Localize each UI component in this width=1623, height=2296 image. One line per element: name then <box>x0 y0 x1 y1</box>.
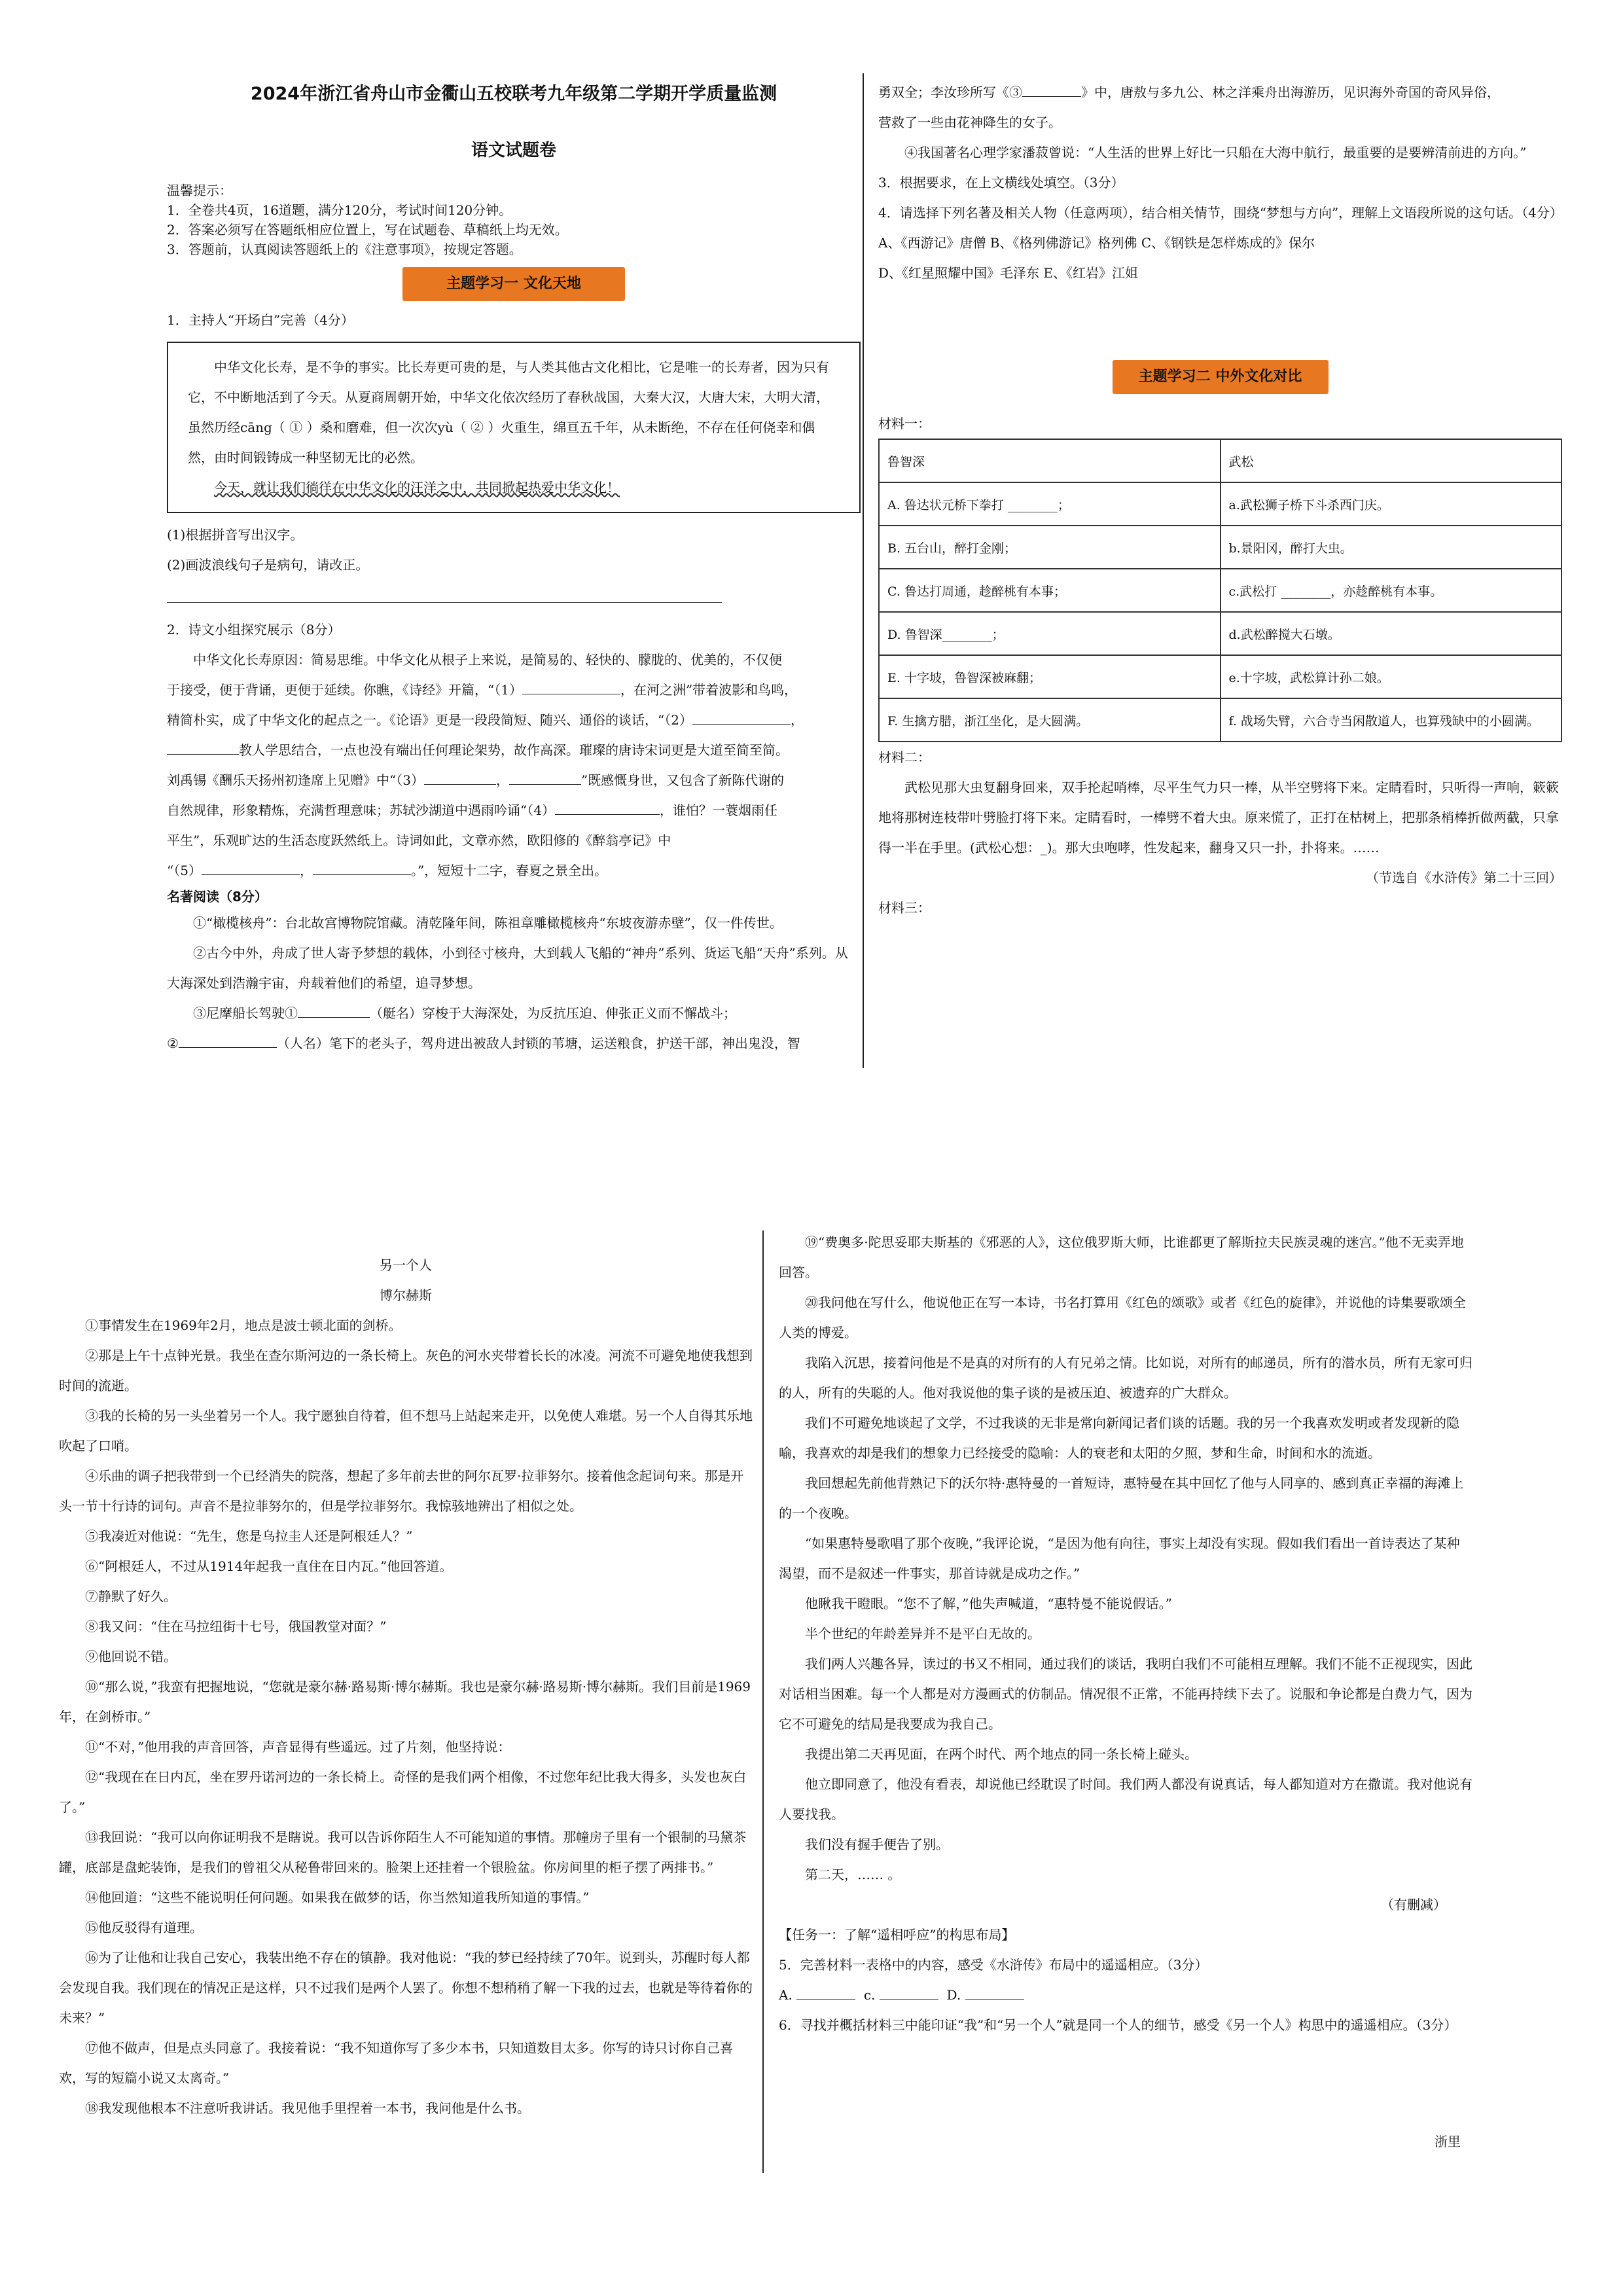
q2-line: 于接受，便于背诵，更便于延续。你瞧，《诗经》开篇，“（1） ，在河之洲”带着波影和鸟鸣， <box>167 682 798 698</box>
story-para: ⑯为了让他和让我自己安心，我装出绝不存在的镇静。我对他说：“我的梦已经持续了70年。说到头，苏醒时每人都会发现自我。我们现在的情况正是这样，只不过我们是两个人罢了。你想不想稍稍了解一下我的过去，也就是等待着你的未来？” <box>59 1950 753 2026</box>
blank-field[interactable] <box>1022 83 1081 97</box>
q1-box-text: 中华文化长寿，是不争的事实。比长寿更可贵的是，与人类其他古文化相比，它是唯一的长寿者，因为只有它，不中断地活到了今天。从夏商周朝开始，中华文化依次经历了春秋战国，大秦大汉，大唐大宋，大明大清，虽然历经cāng（ ① ）桑和磨难，但一次次yù（ ② ）火重生，绵亘五千年，从未断绝，不存在任何侥幸和偶然，由时间锻铸成一种坚韧无比的必然。 <box>188 359 829 465</box>
story-para: ⑫“我现在在日内瓦，坐在罗丹诺河边的一条长椅上。奇怪的是我们两个相像，不过您年纪比我大得多，头发也灰白了。” <box>59 1769 747 1815</box>
story-para: ⑭他回道：“这些不能说明任何问题。如果我在做梦的话，你当然知道我所知道的事情。” <box>85 1890 590 1905</box>
exam-title: 2024年浙江省舟山市金衢山五校联考九年级第二学期开学质量监测 <box>250 84 777 104</box>
blank-field[interactable] <box>298 1004 370 1018</box>
table-cell[interactable]: A. 鲁达状元桥下拳打 ________； <box>879 482 1221 526</box>
blank-field[interactable] <box>424 771 496 785</box>
q1-heading: 1．主持人“开场白”完善（4分） <box>167 312 354 328</box>
q2-passage <box>167 645 861 886</box>
q2-line: 自然规律，形象精炼，充满哲理意味；苏轼沙湖道中遇雨吟诵“（4） ，谁怕？一蓑烟雨任 <box>167 802 777 818</box>
story-para: ②那是上午十点钟光景。我坐在查尔斯河边的一条长椅上。灰色的河水夹带着长长的冰凌。河流不可避免地使我想到时间的流逝。 <box>59 1348 753 1393</box>
story-para: ①事情发生在1969年2月，地点是波士顿北面的剑桥。 <box>85 1318 402 1333</box>
blank-field[interactable] <box>692 711 791 725</box>
task-1-heading: 【任务一：了解“遥相呼应”的构思布局】 <box>779 1927 1015 1943</box>
q1-wavy-sentence: 今天，就让我们徜徉在中华文化的汪洋之中，共同掀起热爱中华文化！ <box>214 480 620 495</box>
story-para: ④乐曲的调子把我带到一个已经消失的院落，想起了多年前去世的阿尔瓦罗·拉菲努尔。接着他念起词句来。那是开头一节十行诗的词句。声音不是拉菲努尔的，但是学拉菲努尔。我惊骇地辨出了相似之处。 <box>59 1468 744 1514</box>
material-3-label: 材料三： <box>878 900 931 916</box>
q4-options-1: A、《西游记》唐僧 B、《格列佛游记》格列佛 C、《钢铁是怎样炼成的》保尔 <box>878 235 1315 251</box>
answer-line[interactable] <box>167 583 722 603</box>
story-para: ⑮他反驳得有道理。 <box>85 1920 203 1935</box>
table-row <box>879 655 1561 698</box>
blank-field[interactable] <box>202 861 300 875</box>
q5-text: 5．完善材料一表格中的内容，感受《水浒传》布局中的遥遥相应。（3分） <box>779 1957 1208 1973</box>
q2-line: 刘禹锡《酬乐天扬州初逢席上见赠》中“（3） ， ”既感慨身世，又包含了新陈代谢的 <box>167 772 785 788</box>
q1-intro-box <box>167 342 861 513</box>
mingzhu-para-3: ③尼摩船长驾驶① （艇名）穿梭于大海深处，为反抗压迫、伸张正义而不懈战斗； <box>193 1005 736 1021</box>
table-cell: F. 生擒方腊，浙江坐化，是大圆满。 <box>879 698 1221 742</box>
q2-line: 教人学思结合，一点也没有端出任何理论架势，故作高深。璀璨的唐诗宋词更是大道至简至简。 <box>167 735 861 765</box>
table-row <box>879 569 1561 612</box>
watermark-text: 浙里 <box>1435 2134 1461 2149</box>
blank-field[interactable] <box>313 861 411 875</box>
blank-field[interactable] <box>509 771 581 785</box>
page2-left-column <box>59 1250 753 2123</box>
q2-line: 中华文化长寿原因：简易思维。中华文化从根子上来说，是简易的、轻快的、朦胧的、优美的，不仅便 <box>193 652 782 668</box>
story-para: 他立即同意了，他没有看表，却说他已经耽误了时间。我们两人都没有说真话，每人都知道对方在撒谎。我对他说有人要找我。 <box>779 1776 1472 1822</box>
table-cell: B. 五台山，醉打金刚； <box>879 526 1221 569</box>
mingzhu-cont-2: 营救了一些由花神降生的女子。 <box>878 115 1061 130</box>
mingzhu-para-4: ② （人名）笔下的老头子，驾舟进出被敌人封锁的苇塘，运送粮食，护送干部，神出鬼没，智 <box>167 1035 800 1051</box>
table-cell: C. 鲁达打周通，趁醉桃有本事； <box>879 569 1221 612</box>
story-para: 我们没有握手便告了别。 <box>805 1837 949 1852</box>
story-para: 我提出第二天再见面，在两个时代、两个地点的同一条长椅上碰头。 <box>805 1746 1198 1762</box>
mingzhu-cont-3: ④我国著名心理学家潘菽曾说：“人生活的世界上好比一只船在大海中航行，最重要的是要辨清前进的方向。” <box>904 145 1527 160</box>
q3-text: 3．根据要求，在上文横线处填空。（3分） <box>878 175 1124 190</box>
mingzhu-para-2: ②古今中外，舟成了世人寄予梦想的载体，小到径寸核舟，大到载人飞船的“神舟”系列、货运飞船“天舟”系列。从大海深处到浩瀚宇宙，舟载着他们的希望，追寻梦想。 <box>167 945 848 991</box>
story-para: ⑲“费奥多·陀思妥耶夫斯基的《邪恶的人》，这位俄罗斯大师，比谁都更了解斯拉夫民族灵魂的迷宫。”他不无卖弄地回答。 <box>779 1234 1464 1280</box>
blank-field[interactable] <box>555 801 660 815</box>
table-cell: e.十字坡，武松算计孙二娘。 <box>1221 655 1562 698</box>
q6-text: 6．寻找并概括材料三中能印证“我”和“另一个人”就是同一个人的细节，感受《另一个人》构思中的遥遥相应。（3分） <box>779 2017 1457 2033</box>
table-cell[interactable]: D. 鲁智深________； <box>879 612 1221 655</box>
mingzhu-heading: 名著阅读（8分） <box>167 889 268 905</box>
story-para: “如果惠特曼歌唱了那个夜晚，”我评论说，“是因为他有向往，事实上却没有实现。假如我们看出一首诗表达了某种渴望，而不是叙述一件事实，那首诗就是成功之作。” <box>779 1535 1460 1581</box>
story-para: ⑦静默了好久。 <box>85 1588 177 1604</box>
page1-column-divider <box>863 73 864 1068</box>
story-para: ⑩“那么说，”我蛮有把握地说，“您就是豪尔赫·路易斯·博尔赫斯。我也是豪尔赫·路易斯·博尔赫斯。我们目前是1969年，在剑桥市。” <box>59 1679 751 1725</box>
table-row <box>879 612 1561 655</box>
q4-options-2: D、《红星照耀中国》毛泽东 E、《红岩》江姐 <box>878 265 1138 281</box>
tip-3: 3．答题前，认真阅读答题纸上的《注意事项》，按规定答题。 <box>167 242 522 257</box>
theme-banner-2: 主题学习二 中外文化对比 <box>1113 360 1329 394</box>
blank-field[interactable] <box>965 1986 1024 2000</box>
table-header-row <box>879 439 1561 482</box>
comparison-table <box>878 439 1562 742</box>
story-para: ⑪“不对，”他用我的声音回答，声音显得有些遥远。过了片刻，他坚持说： <box>85 1739 511 1755</box>
table-row <box>879 482 1561 526</box>
tip-2: 2．答案必须写在答题纸相应位置上，写在试题卷、草稿纸上均无效。 <box>167 222 568 238</box>
story-para: ⑰他不做声，但是点头同意了。我接着说：“我不知道你写了多少本书，只知道数目太多。你写的诗只讨你自己喜欢，写的短篇小说又太离奇。” <box>59 2040 734 2086</box>
story-para: ⑧我又问：“住在马拉纽街十七号，俄国教堂对面？” <box>85 1619 387 1634</box>
story-para: ⑨他回说不错。 <box>85 1649 177 1664</box>
material-1-label: 材料一： <box>878 416 931 431</box>
story-para: ⑳我问他在写什么，他说他正在写一本诗，书名打算用《红色的颂歌》或者《红色的旋律》，并说他的诗集要歌颂全人类的博爱。 <box>779 1295 1466 1340</box>
story-para: 第二天，…… 。 <box>805 1867 901 1882</box>
mingzhu-cont-1: 勇双全；李汝珍所写《③ 》中，唐敖与多九公、林之洋乘舟出海游历，见识海外奇国的奇风异俗， <box>878 84 1500 100</box>
story-para: 我们不可避免地谈起了文学，不过我谈的无非是常向新闻记者们谈的话题。我的另一个我喜欢发明或者发现新的隐喻，我喜欢的却是我们的想象力已经接受的隐喻：人的衰老和太阳的夕照，梦和生命，时间和水的流逝。 <box>779 1415 1459 1461</box>
story-para: ⑤我凑近对他说：“先生，您是乌拉圭人还是阿根廷人？” <box>85 1528 413 1544</box>
material-2-source: （节选自《水浒传》第二十三回） <box>1366 870 1562 886</box>
q2-line: “（5） ， 。”，短短十二字，春夏之景全出。 <box>167 863 608 878</box>
theme-banner-1: 主题学习一 文化天地 <box>402 267 625 301</box>
story-para: ③我的长椅的另一头坐着另一个人。我宁愿独自待着，但不想马上站起来走开，以免使人难堪。另一个人自得其乐地吹起了口哨。 <box>59 1408 753 1454</box>
table-cell: E. 十字坡，鲁智深被麻翻； <box>879 655 1221 698</box>
tips-head: 温馨提示： <box>167 183 232 198</box>
story-para: 半个世纪的年龄差异并不是平白无故的。 <box>805 1626 1041 1641</box>
table-row <box>879 698 1561 742</box>
story-para: ⑥“阿根廷人，不过从1914年起我一直住在日内瓦。”他回答道。 <box>85 1558 453 1574</box>
story-para: 他瞅我干瞪眼。“您不了解，”他失声喊道，“惠特曼不能说假话。” <box>805 1596 1172 1611</box>
table-row <box>879 526 1561 569</box>
q2-line: 精简朴实，成了中华文化的起点之一。《论语》更是一段段简短、随兴、通俗的谈话，“（2） ， <box>167 712 804 728</box>
story-para: 我陷入沉思，接着问他是不是真的对所有的人有兄弟之情。比如说，对所有的邮递员，所有的潜水员，所有无家可归的人，所有的失聪的人。他对我说他的集子谈的是被压迫、被遗弃的广大群众。 <box>779 1355 1472 1401</box>
story-para: ⑬我回说：“我可以向你证明我不是瞎说。我可以告诉你陌生人不可能知道的事情。那幢房子里有一个银制的马黛茶罐，底部是盘蛇装饰，是我们的曾祖父从秘鲁带回来的。脸架上还挂着一个银脸盆。你房间里的柜子摆了两排书。” <box>59 1829 747 1875</box>
q5-blanks: A. c. D. <box>779 1980 1472 2010</box>
q2-line: 平生”，乐观旷达的生活态度跃然纸上。诗词如此，文章亦然，欧阳修的《醉翁亭记》中 <box>167 833 671 848</box>
q1-sub1: (1)根据拼音写出汉字。 <box>167 527 304 543</box>
blank-field[interactable] <box>796 1986 855 2000</box>
abridged-note: （有删减） <box>1381 1897 1446 1912</box>
material-2-label: 材料二： <box>878 749 931 765</box>
page2-column-divider <box>762 1230 764 2173</box>
blank-field[interactable] <box>880 1986 938 2000</box>
story-para: 我回想起先前他背熟记下的沃尔特·惠特曼的一首短诗，惠特曼在其中回忆了他与人同享的、感到真正幸福的海滩上的一个夜晚。 <box>779 1475 1464 1521</box>
table-cell[interactable]: c.武松打 ________，亦趁醉桃有本事。 <box>1221 569 1562 612</box>
table-cell: d.武松醉搅大石墩。 <box>1221 612 1562 655</box>
story-title: 另一个人 <box>380 1257 432 1273</box>
mingzhu-para-1: ①“橄榄核舟”：台北故宫博物院馆藏。清乾隆年间，陈祖章雕橄榄核舟“东坡夜游赤壁”，仅一件传世。 <box>193 915 783 931</box>
q2-heading: 2．诗文小组探究展示（8分） <box>167 622 341 637</box>
q4-text: 4．请选择下列名著及相关人物（任意两项），结合相关情节，围绕“梦想与方向”，理解上文语段所说的这句话。（4分） <box>878 205 1563 221</box>
tip-1: 1．全卷共4页，16道题，满分120分，考试时间120分钟。 <box>167 202 512 218</box>
page2-right-column <box>779 1227 1472 2040</box>
story-author: 博尔赫斯 <box>380 1287 432 1303</box>
blank-field[interactable] <box>167 741 239 755</box>
q1-sub2: (2)画波浪线句子是病句，请改正。 <box>167 557 369 573</box>
table-cell: f. 战场失臂，六合寺当闲散道人，也算残缺中的小圆满。 <box>1221 698 1562 742</box>
table-cell: b.景阳冈，醉打大虫。 <box>1221 526 1562 569</box>
table-cell: a.武松狮子桥下斗杀西门庆。 <box>1221 482 1562 526</box>
table-header-cell: 武松 <box>1221 439 1562 482</box>
page1-left-column <box>167 77 861 1058</box>
story-para: 我们两人兴趣各异，读过的书又不相同，通过我们的谈话，我明白我们不可能相互理解。我们不能不正视现实，因此对话相当困难。每一个人都是对方漫画式的仿制品。情况很不正常，不能再持续下去了。说服和争论都是白费力气，因为它不可避免的结局是我要成为我自己。 <box>779 1656 1472 1732</box>
exam-subtitle: 语文试题卷 <box>471 141 556 160</box>
material-2-text: 武松见那大虫复翻身回来，双手抡起哨棒，尽平生气力只一棒，从半空劈将下来。定睛看时，只听得一声响，簌簌地将那树连枝带叶劈脸打将下来。定睛看时，一棒劈不着大虫。原来慌了，正打在枯树上，把那条梢棒折做两截，只拿得一半在手里。(武松心想：_)。那大虫咆哮，性发起来，翻身又只一扑，扑将来。…… <box>878 780 1559 855</box>
table-header-cell: 鲁智深 <box>879 439 1221 482</box>
blank-field[interactable] <box>179 1034 277 1048</box>
page1-right-column <box>878 77 1562 923</box>
blank-field[interactable] <box>522 681 620 694</box>
story-para: ⑱我发现他根本不注意听我讲话。我见他手里捏着一本书，我问他是什么书。 <box>85 2100 530 2116</box>
